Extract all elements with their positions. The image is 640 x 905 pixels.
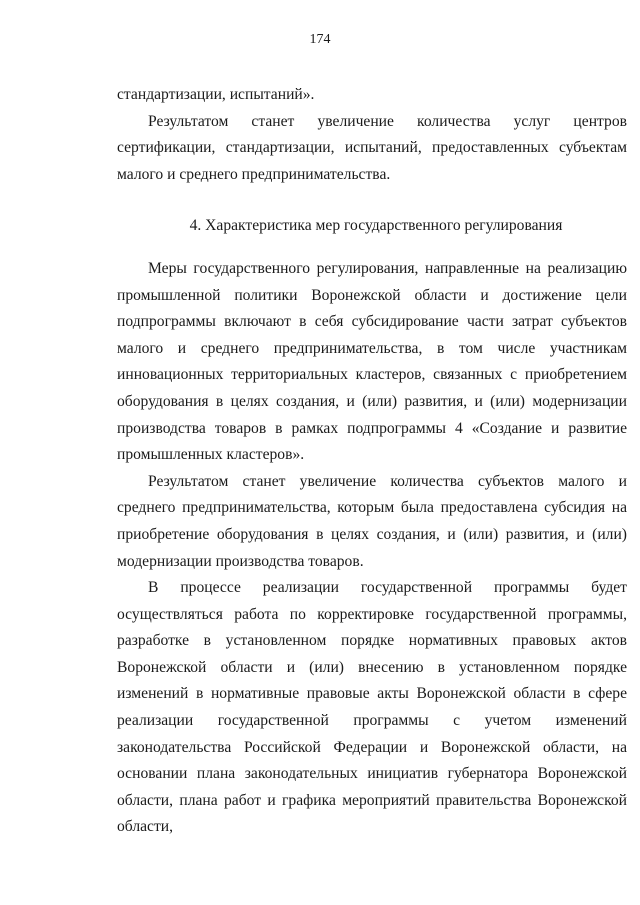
document-body: [117, 82, 627, 841]
paragraph-program-adjustment: В процессе реализации государственной программы будет осуществляться работа по корректировке государственной программы, разработке в установленном порядке нормативных правовых актов Воронежской области и (или) внесению в установленном порядке изменений в нормативные правовые акты Воронежской области в сфере реализации государственной программы с учетом изменений законодательства Российской Федерации и Воронежской области, на основании плана законодательных инициатив губернатора Воронежской области, плана работ и графика мероприятий правительства Воронежской области,: [117, 579, 627, 836]
paragraph-result-subsidy: Результатом станет увеличение количества субъектов малого и среднего предпринимательства, которым была предоставлена субсидия на приобретение оборудования в целях создания, и (или) развития, и (или) модернизации производства товаров.: [117, 472, 627, 570]
paragraph-standardization-end: стандартизации, испытаний».: [117, 86, 315, 103]
paragraph-regulation-measures: Меры государственного регулирования, направленные на реализацию промышленной политики Воронежской области и достижение цели подпрограммы включают в себя субсидирование части затрат субъектов малого и среднего предпринимательства, в том числе участникам инновационных территориальных кластеров, связанных с приобретением оборудования в целях создания, и (или) развития, и (или) модернизации производства товаров в рамках подпрограммы 4 «Создание и развитие промышленных кластеров».: [117, 259, 627, 464]
page-number: 174: [309, 32, 331, 47]
section-heading: 4. Характеристика мер государственного регулирования: [189, 217, 563, 235]
paragraph-result-certification: Результатом станет увеличение количества услуг центров сертификации, стандартизации, испытаний, предоставленных субъектам малого и среднего предпринимательства.: [117, 112, 627, 183]
